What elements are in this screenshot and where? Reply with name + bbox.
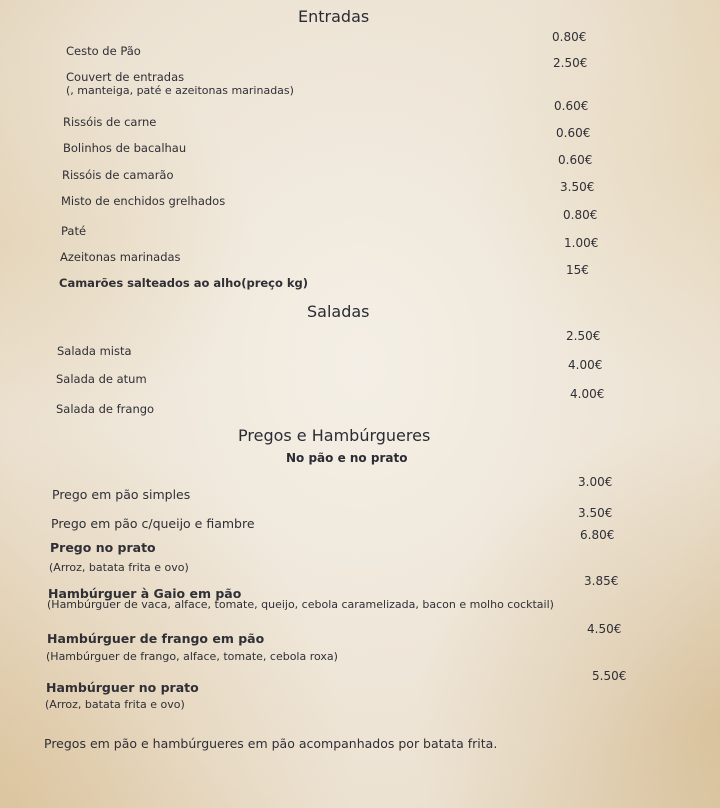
- menu-item-price: 6.80€: [580, 528, 615, 542]
- pregos-heading: Pregos e Hambúrgueres: [238, 426, 431, 445]
- menu-item-description: (Arroz, batata frita e ovo): [45, 698, 185, 711]
- menu-item-description: (Arroz, batata frita e ovo): [49, 561, 189, 574]
- menu-item-name: Prego no prato: [50, 540, 156, 555]
- menu-item-name: Rissóis de camarão: [62, 168, 174, 182]
- menu-item-name: Hambúrguer no prato: [46, 680, 199, 695]
- menu-item-price: 3.85€: [584, 574, 619, 588]
- menu-item-price: 2.50€: [553, 56, 588, 70]
- menu-item-price: 4.00€: [570, 387, 605, 401]
- entradas-heading: Entradas: [298, 7, 370, 26]
- menu-item-name: Rissóis de carne: [63, 115, 157, 129]
- menu-item-name: Salada mista: [57, 344, 132, 358]
- menu-item-name: Salada de frango: [56, 402, 155, 416]
- menu-item-price: 3.00€: [578, 475, 613, 489]
- menu-item-name: Prego em pão simples: [52, 487, 191, 502]
- menu-item-description: (, manteiga, paté e azeitonas marinadas): [66, 84, 294, 97]
- menu-item-description: (Hambúrguer de vaca, alface, tomate, queijo, cebola caramelizada, bacon e molho cocktail): [47, 598, 554, 611]
- menu-item-description: (Hambúrguer de frango, alface, tomate, cebola roxa): [46, 650, 338, 663]
- menu-item-name: Hambúrguer de frango em pão: [47, 631, 265, 646]
- saladas-heading: Saladas: [307, 302, 370, 321]
- menu-item-price: 15€: [566, 263, 589, 277]
- menu-item-price: 0.60€: [556, 126, 591, 140]
- menu-item-price: 1.00€: [564, 236, 599, 250]
- menu-item-name: Bolinhos de bacalhau: [63, 141, 187, 155]
- menu-item-price: 0.60€: [554, 99, 589, 113]
- pregos-subheading: No pão e no prato: [286, 451, 408, 465]
- menu-item-name: Prego em pão c/queijo e fiambre: [51, 516, 255, 531]
- menu-item-name: Azeitonas marinadas: [60, 250, 181, 264]
- menu-item-price: 5.50€: [592, 669, 627, 683]
- menu-item-price: 4.00€: [568, 358, 603, 372]
- menu-item-price: 0.80€: [552, 30, 587, 44]
- menu-item-name: Salada de atum: [56, 372, 147, 386]
- menu-item-name: Hambúrguer à Gaio em pão: [48, 586, 242, 601]
- footer-note: Pregos em pão e hambúrgueres em pão acompanhados por batata frita.: [44, 736, 498, 751]
- menu-item-price: 3.50€: [578, 506, 613, 520]
- menu-item-price: 2.50€: [566, 329, 601, 343]
- menu-item-price: 4.50€: [587, 622, 622, 636]
- menu-item-name: Misto de enchidos grelhados: [61, 194, 226, 208]
- menu-item-name: Cesto de Pão: [66, 44, 141, 58]
- menu-item-name: Camarões salteados ao alho(preço kg): [59, 276, 309, 290]
- menu-item-name: Paté: [61, 224, 87, 238]
- menu-item-price: 0.60€: [558, 153, 593, 167]
- menu-item-price: 3.50€: [560, 180, 595, 194]
- menu-item-name: Couvert de entradas: [66, 70, 185, 84]
- menu-item-price: 0.80€: [563, 208, 598, 222]
